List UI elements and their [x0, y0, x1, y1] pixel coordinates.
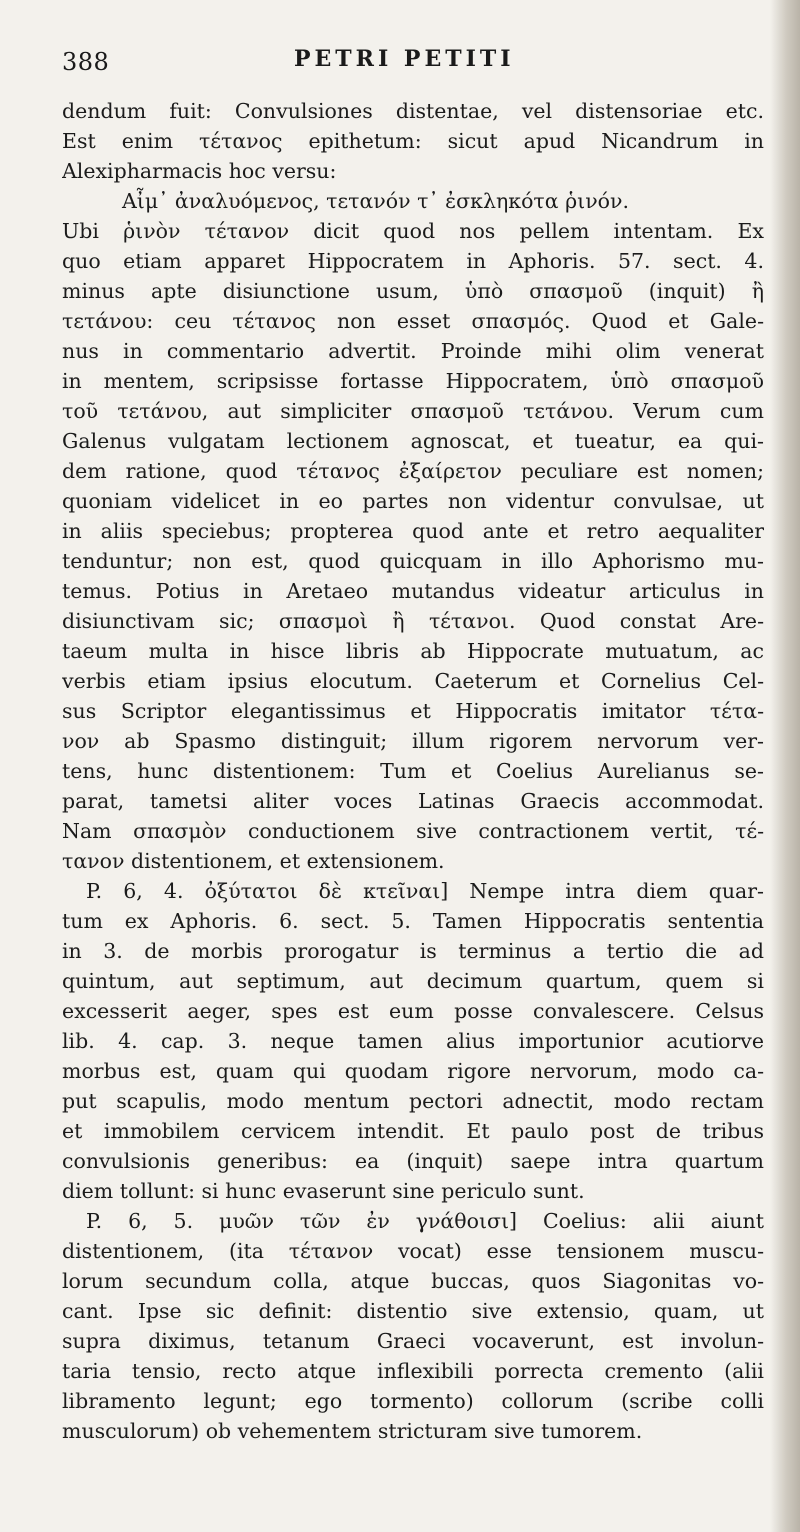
text-line: quoniam videlicet in eo partes non videntur convulsae, ut — [62, 489, 764, 513]
text-line: verbis etiam ipsius elocutum. Caeterum et Cornelius Cel- — [62, 669, 764, 693]
text-line: Nam σπασμὸν conductionem sive contractionem vertit, τέ- — [62, 819, 764, 843]
text-line: tenduntur; non est, quod quicquam in illo Aphorismo mu- — [62, 549, 764, 573]
text-line: νον ab Spasmo distinguit; illum rigorem nervorum ver- — [62, 729, 764, 753]
text-line: P. 6, 4. ὀξύτατοι δὲ κτεῖναι] Nempe intra diem quar- — [86, 879, 764, 903]
text-line: cant. Ipse sic definit: distentio sive extensio, quam, ut — [62, 1299, 764, 1323]
text-line: in 3. de morbis prorogatur is terminus a tertio die ad — [62, 939, 764, 963]
text-line: tens, hunc distentionem: Tum et Coelius Aurelianus se- — [62, 759, 764, 783]
text-line: τετάνου: ceu τέτανος non esset σπασμός. Quod et Gale- — [62, 309, 764, 333]
text-line: lib. 4. cap. 3. neque tamen alius importunior acutiorve — [62, 1029, 764, 1053]
text-line: disiunctivam sic; σπασμοὶ ἢ τέτανοι. Quod constat Are- — [62, 609, 764, 633]
text-line: nus in commentario advertit. Proinde mihi olim venerat — [62, 339, 764, 363]
text-line: dem ratione, quod τέτανος ἐξαίρετον peculiare est nomen; — [62, 459, 764, 483]
text-line: dendum fuit: Convulsiones distentae, vel distensoriae etc. — [62, 99, 764, 123]
text-line: Alexipharmacis hoc versu: — [62, 159, 337, 183]
text-line: convulsionis generibus: ea (inquit) saepe intra quartum — [62, 1149, 764, 1173]
text-line: supra diximus, tetanum Graeci vocaverunt, est involun- — [62, 1329, 764, 1353]
text-line: taria tensio, recto atque inflexibili porrecta cremento (alii — [62, 1359, 764, 1383]
text-line: quintum, aut septimum, aut decimum quartum, quem si — [62, 969, 764, 993]
text-line: tum ex Aphoris. 6. sect. 5. Tamen Hippocratis sententia — [62, 909, 764, 933]
text-line: temus. Potius in Aretaeo mutandus videatur articulus in — [62, 579, 764, 603]
text-line: distentionem, (ita τέτανον vocat) esse tensionem muscu- — [62, 1239, 764, 1263]
text-line: in mentem, scripsisse fortasse Hippocratem, ὑπὸ σπασμοῦ — [62, 369, 764, 393]
text-line: taeum multa in hisce libris ab Hippocrate mutuatum, ac — [62, 639, 764, 663]
verse-line: Αἶμ᾽ ἀναλυόμενος, τετανόν τ᾽ ἐσκληκότα ῥινόν. — [122, 189, 629, 213]
page-number: 388 — [62, 48, 110, 76]
text-line: P. 6, 5. μυῶν τῶν ἐν γνάθοισι] Coelius: alii aiunt — [86, 1209, 764, 1233]
text-line: τοῦ τετάνου, aut simpliciter σπασμοῦ τετάνου. Verum cum — [62, 399, 764, 423]
text-line: sus Scriptor elegantissimus et Hippocratis imitator τέτα- — [62, 699, 764, 723]
text-line: in aliis speciebus; propterea quod ante et retro aequaliter — [62, 519, 764, 543]
body-text — [62, 96, 764, 1446]
text-line: lorum secundum colla, atque buccas, quos Siagonitas vo- — [62, 1269, 764, 1293]
text-line: minus apte disiunctione usum, ὑπὸ σπασμοῦ (inquit) ἢ — [62, 279, 764, 303]
running-head: PETRI PETITI — [294, 46, 515, 72]
text-line: τανον distentionem, et extensionem. — [62, 849, 445, 873]
text-line: et immobilem cervicem intendit. Et paulo post de tribus — [62, 1119, 764, 1143]
text-line: put scapulis, modo mentum pectori adnectit, modo rectam — [62, 1089, 764, 1113]
text-line: Galenus vulgatam lectionem agnoscat, et tueatur, ea qui- — [62, 429, 764, 453]
text-line: libramento legunt; ego tormento) collorum (scribe colli — [62, 1389, 764, 1413]
text-line: musculorum) ob vehementem stricturam sive tumorem. — [62, 1419, 643, 1443]
text-line: morbus est, quam qui quodam rigore nervorum, modo ca- — [62, 1059, 764, 1083]
page-header — [62, 40, 762, 80]
text-line: diem tollunt: si hunc evaserunt sine periculo sunt. — [62, 1179, 585, 1203]
text-line: excesserit aeger, spes est eum posse convalescere. Celsus — [62, 999, 764, 1023]
text-line: Ubi ῥινὸν τέτανον dicit quod nos pellem intentam. Ex — [62, 219, 764, 243]
page-edge-shadow — [770, 0, 800, 1532]
text-line: parat, tametsi aliter voces Latinas Graecis accommodat. — [62, 789, 764, 813]
text-line: Est enim τέτανος epithetum: sicut apud Nicandrum in — [62, 129, 764, 153]
text-line: quo etiam apparet Hippocratem in Aphoris. 57. sect. 4. — [62, 249, 764, 273]
